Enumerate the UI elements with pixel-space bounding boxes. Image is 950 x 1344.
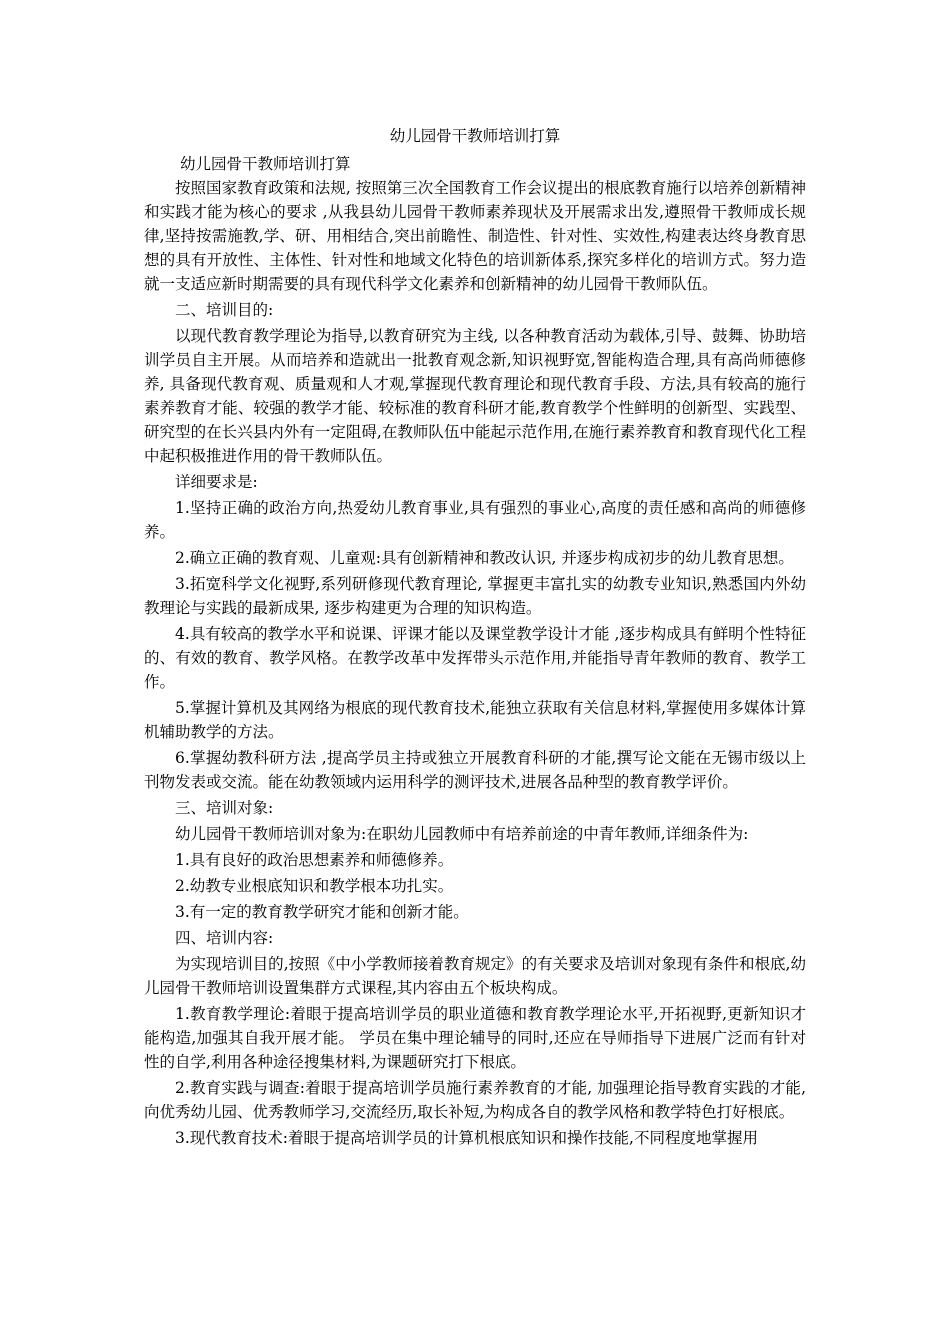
paragraph-intro: 按照国家教育政策和法规, 按照第三次全国教育工作会议提出的根底教育施行以培养创新精神和实践才能为核心的要求 ,从我县幼儿园骨干教师素养现状及开展需求出发,遵照骨干教师成长规律,坚持按需施教,学、研、用相结合,突出前瞻性、制造性、针对性、实效性,构建表达终身教育思想的具有开放性、主体性、针对性和地域文化特色的培训新体系,探究多样化的培训方式。努力造就一支适应新时期需要的具有现代科学文化素养和创新精神的幼儿园骨干教师队伍。 [144,179,806,293]
requirement-item-5: 5.掌握计算机及其网络为根底的现代教育技术,能独立获取有关信息材料,掌握使用多媒体计算机辅助教学的方法。 [144,699,806,741]
requirement-item-2: 2.确立正确的教育观、儿童观:具有创新精神和教改认识, 并逐步构成初步的幼儿教育思想。 [175,549,794,567]
target-item-3: 3.有一定的教育教学研究才能和创新才能。 [175,903,469,921]
target-item-2: 2.幼教专业根底知识和教学根本功扎实。 [175,877,454,895]
content-item-1: 1.教育教学理论:着眼于提高培训学员的职业道德和教育教学理论水平,开拓视野,更新知识才能构造,加强其自我开展才能。 学员在集中理论辅导的同时,还应在导师指导下进展广泛而有针对性的自学,利用各种途径搜集材料,为课题研究打下根底。 [144,1005,806,1071]
requirement-item-4: 4.具有较高的教学水平和说课、评课才能以及课堂教学设计才能 ,逐步构成具有鲜明个性特征的、有效的教育、教学风格。在教学改革中发挥带头示范作用,并能指导青年教师的教育、教学工作。 [144,625,806,691]
section-heading-content: 四、培训内容: [175,929,274,947]
content-item-3: 3.现代教育技术:着眼于提高培训学员的计算机根底知识和操作技能,不同程度地掌握用 [175,1129,758,1147]
document-title: 幼儿园骨干教师培训打算 [389,127,561,145]
requirement-item-1: 1.坚持正确的政治方向,热爱幼儿教育事业,具有强烈的事业心,高度的责任感和高尚的师德修养。 [144,499,806,541]
paragraph-targets: 幼儿园骨干教师培训对象为:在职幼儿园教师中有培养前途的中青年教师,详细条件为: [175,825,749,843]
requirement-item-3: 3.拓宽科学文化视野,系列研修现代教育理论, 掌握更丰富扎实的幼教专业知识,熟悉国内外幼教理论与实践的最新成果, 逐步构建更为合理的知识构造。 [144,575,806,617]
target-item-1: 1.具有良好的政治思想素养和师德修养。 [175,851,454,869]
section-heading-targets: 三、培训对象: [175,799,274,817]
section-heading-goals: 二、培训目的: [175,301,274,319]
requirement-item-6: 6.掌握幼教科研方法 ,提高学员主持或独立开展教育科研的才能,撰写论文能在无锡市级以上刊物发表或交流。能在幼教领域内运用科学的测评技术,进展各品种型的教育教学评价。 [144,749,806,791]
paragraph-goals: 以现代教育教学理论为指导,以教育研究为主线, 以各种教育活动为载体,引导、鼓舞、协助培训学员自主开展。从而培养和造就出一批教育观念新,知识视野宽,智能构造合理,具有高尚师德修养, 具备现代教育观、质量观和人才观,掌握现代教育理论和现代教育手段、方法,具有较高的施行素养教育才能、较强的教学才能、较标准的教育科研才能,教育教学个性鲜明的创新型、实践型、研究型的在长兴县内外有一定阻碍,在教师队伍中能起示范作用,在施行素养教育和教育现代化工程中起积极推进作用的骨干教师队伍。 [144,327,806,465]
content-item-2: 2.教育实践与调查:着眼于提高培训学员施行素养教育的才能, 加强理论指导教育实践的才能,向优秀幼儿园、优秀教师学习,交流经历,取长补短,为构成各自的教学风格和教学特色打好根底。 [144,1079,806,1121]
requirements-heading: 详细要求是: [175,473,258,491]
paragraph-content: 为实现培训目的,按照《中小学教师接着教育规定》的有关要求及培训对象现有条件和根底,幼儿园骨干教师培训设置集群方式课程,其内容由五个板块构成。 [144,955,806,997]
document-subtitle: 幼儿园骨干教师培训打算 [180,155,351,173]
document-body [144,124,806,1152]
